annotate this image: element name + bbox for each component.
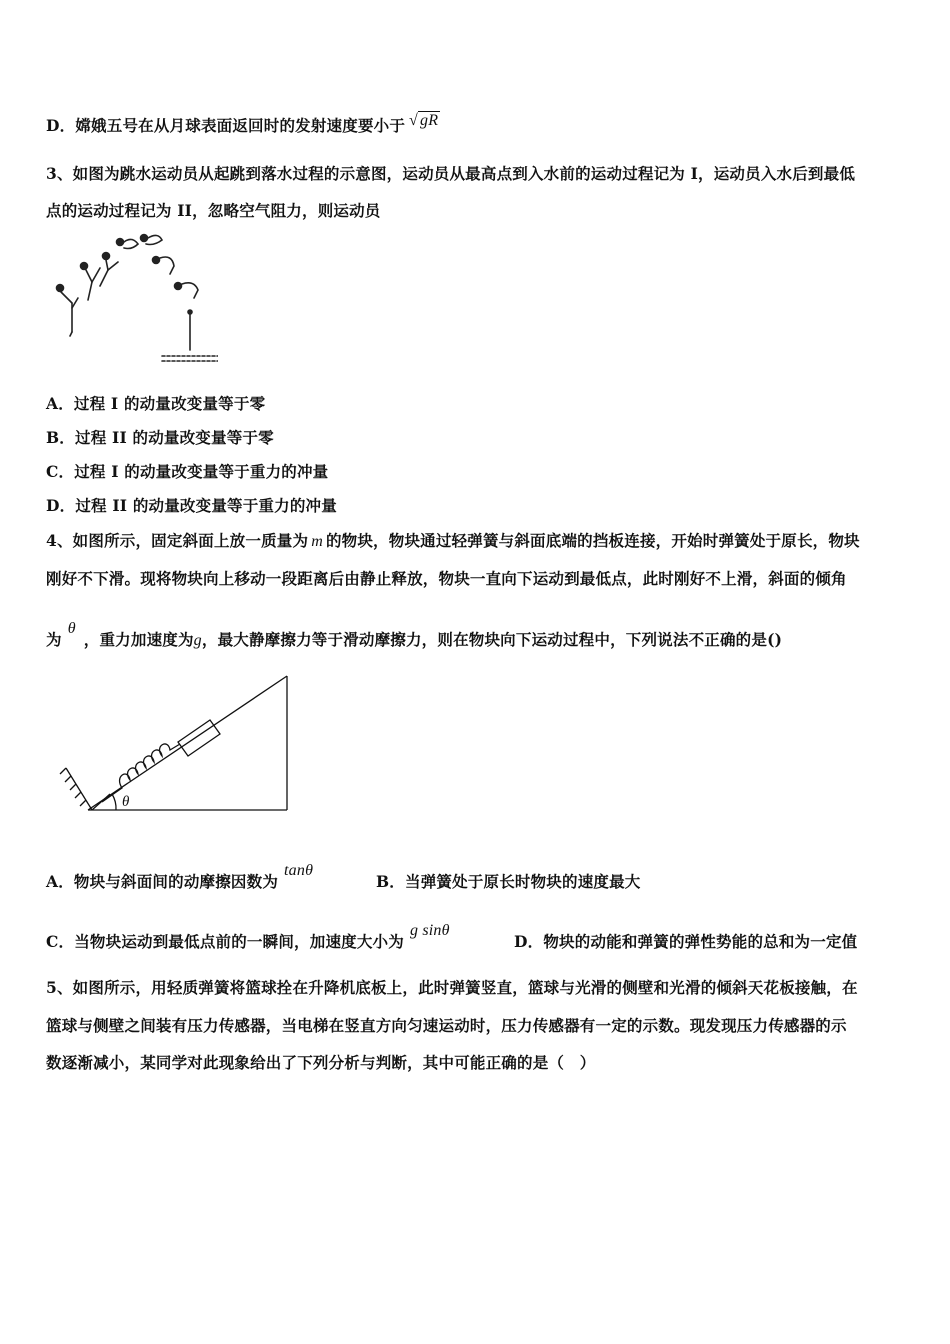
q3-stem-line2: 点的运动过程记为 II，忽略空气阻力，则运动员: [46, 201, 381, 220]
mass-symbol: m: [311, 533, 323, 550]
q3-option-b: B．过程 II 的动量改变量等于零: [46, 428, 274, 447]
q3-stem-line1: 3、如图为跳水运动员从起跳到落水过程的示意图，运动员从最高点到入水前的运动过程记为 I，运动员入水后到最低: [46, 164, 856, 183]
q4-option-b: B．当弹簧处于原长时物块的速度最大: [376, 872, 641, 891]
sqrt-gR: √ gR: [409, 112, 439, 129]
q4-stem-line3: 为θ，重力加速度为g，最大静摩擦力等于滑动摩擦力，则在物块向下运动过程中，下列说法不正确的是(): [46, 620, 783, 649]
q5-stem-line1: 5、如图所示，用轻质弹簧将篮球拴在升降机底板上，此时弹簧竖直，篮球与光滑的侧壁和光滑的倾斜天花板接触，在: [46, 978, 858, 997]
q4-stem-line2: 刚好不下滑。现将物块向上移动一段距离后由静止释放，物块一直向下运动到最低点，此时刚好不上滑，斜面的倾角: [46, 569, 847, 588]
q3-option-d: D．过程 II 的动量改变量等于重力的冲量: [46, 496, 337, 515]
angle-label: θ: [122, 794, 130, 810]
tan-theta: tanθ: [284, 862, 314, 879]
q2-option-d: [46, 114, 440, 136]
diver-figure: [48, 228, 218, 370]
q4-option-a: A．物块与斜面间的动摩擦因数为tanθ: [46, 862, 314, 891]
theta-symbol: θ: [67, 620, 76, 637]
q5-stem-line2: 篮球与侧壁之间装有压力传感器，当电梯在竖直方向匀速运动时，压力传感器有一定的示数。现发现压力传感器的示: [46, 1016, 847, 1035]
g-symbol: g: [193, 632, 202, 649]
incline-figure: [52, 668, 296, 818]
q4-stem-line1: 4、如图所示，固定斜面上放一质量为 m 的物块，物块通过轻弹簧与斜面底端的挡板连接，开始时弹簧处于原长，物块: [46, 531, 860, 550]
q3-option-c: C．过程 I 的动量改变量等于重力的冲量: [46, 462, 329, 481]
q5-stem-line3: 数逐渐减小，某同学对此现象给出了下列分析与判断，其中可能正确的是（ ）: [46, 1053, 596, 1072]
q4-option-d: D．物块的动能和弹簧的弹性势能的总和为一定值: [514, 932, 858, 951]
g-sin-theta: g sinθ: [409, 922, 450, 939]
q2-option-d-text: D．嫦娥五号在从月球表面返回时的发射速度要小于: [46, 116, 406, 135]
q4-option-c: C．当物块运动到最低点前的一瞬间，加速度大小为g sinθ: [46, 922, 450, 951]
q3-option-a: A．过程 I 的动量改变量等于零: [46, 394, 266, 413]
